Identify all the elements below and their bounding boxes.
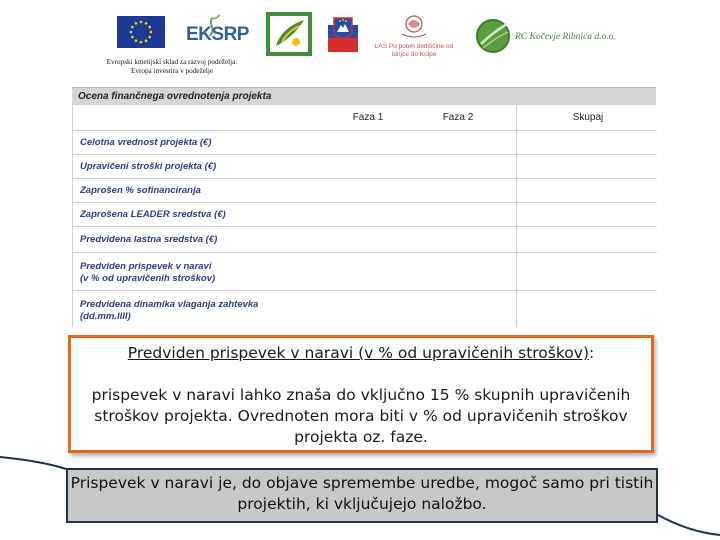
- column-header-faza1: Faza 1: [352, 112, 384, 123]
- callout-heading-suffix: :: [589, 344, 595, 362]
- row-label: Predvidena lastna sredstva (€): [80, 234, 218, 245]
- table-title: Ocena finančnega ovrednotenja projekta: [72, 87, 656, 105]
- ekrp-logo: [182, 14, 249, 50]
- las-logo-text: LAS Po poteh dediščine od Idrijce do Kolpe: [374, 43, 454, 58]
- financial-table: [72, 105, 657, 327]
- row-label: Zaprošena LEADER sredstva (€): [80, 209, 226, 220]
- callout-heading-text: Predviden prispevek v naravi (v % od upravičenih stroškov): [127, 344, 589, 362]
- row-sublabel: (dd.mm.llll): [80, 311, 131, 322]
- eu-caption-line1: Evropski kmetijski sklad za razvoj podeželja:: [106, 58, 238, 66]
- eu-caption: [77, 58, 267, 76]
- eu-flag-logo: [117, 16, 165, 48]
- row-label: Predvidena dinamika vlaganja zahtevka: [80, 299, 259, 310]
- table-row: [73, 154, 657, 179]
- table-row: [73, 226, 657, 253]
- table-row: [73, 290, 657, 328]
- row-label: Celotna vrednost projekta (€): [80, 137, 212, 148]
- table-row: [73, 130, 657, 155]
- las-logo: [368, 12, 460, 60]
- row-label: Predviden prispevek v naravi: [80, 261, 212, 272]
- callout-body: prispevek v naravi lahko znaša do vključno 15 % skupnih upravičenih stroškov projekta. Ovrednoten mora biti v % od upravičenih stroškov projekta oz. faze.: [91, 386, 631, 446]
- row-label: Upravičeni stroški projekta (€): [80, 161, 217, 172]
- leader-logo: [266, 12, 312, 56]
- table-row: [73, 178, 657, 203]
- note-box: Prispevek v naravi je, do objave spremembe uredbe, mogoč samo pri tistih projektih, ki vključujejo naložbo.: [66, 468, 658, 523]
- ekrp-logo-text: EKSRP: [186, 24, 249, 45]
- row-label: Zaprošen % sofinanciranja: [80, 185, 201, 196]
- callout-heading: [71, 343, 651, 363]
- rc-logo-text: RC Kočevje Ribnica d.o.o.: [515, 32, 616, 42]
- row-sublabel: (v % od upravičenih stroškov): [80, 273, 216, 284]
- column-header-faza2: Faza 2: [442, 112, 474, 123]
- column-header-skupaj: Skupaj: [572, 112, 604, 123]
- table-row: [73, 252, 657, 291]
- callout-box: [68, 335, 654, 453]
- rc-kocevje-ribnica-logo: [475, 14, 625, 58]
- eu-caption-line2: Evropa investira v podeželje: [130, 67, 214, 75]
- table-row: [73, 202, 657, 227]
- slovenia-coat-of-arms-logo: [328, 12, 358, 52]
